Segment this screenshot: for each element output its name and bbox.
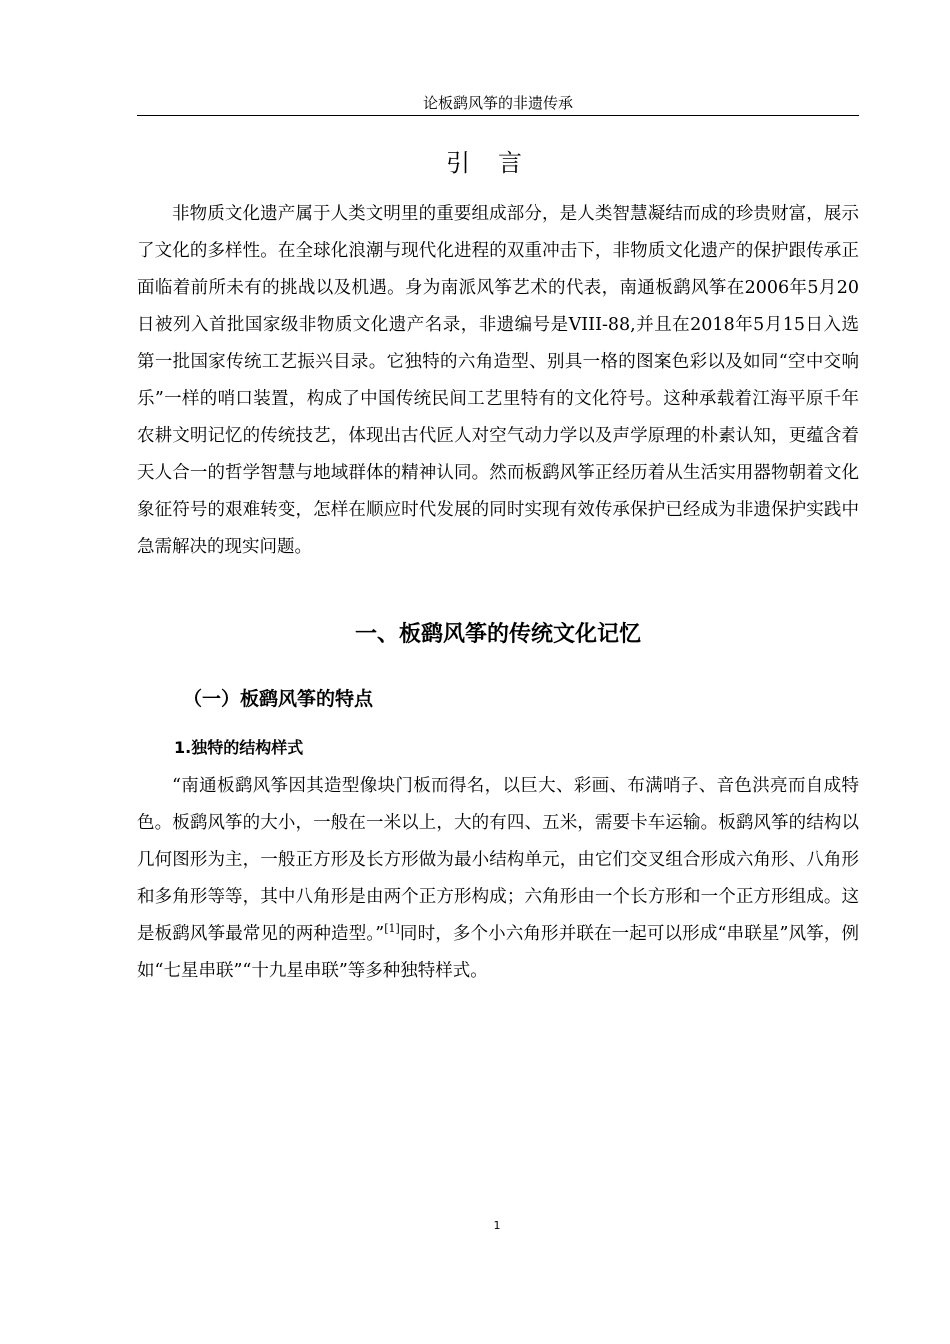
section-title: 一、板鹞风筝的传统文化记忆 (354, 622, 641, 647)
intro-title: 引言 (446, 149, 550, 177)
structure-paragraph-continuation: 同时，多个小六角形并联在一起可以形成“串联星”风筝，例如“七星串联”“十九星串联”等多种独特样式。 (137, 924, 859, 981)
intro-paragraph: 非物质文化遗产属于人类文明里的重要组成部分，是人类智慧凝结而成的珍贵财富，展示了文化的多样性。在全球化浪潮与现代化进程的双重冲击下，非物质文化遗产的保护跟传承正面临着前所未有的挑战以及机遇。身为南派风筝艺术的代表，南通板鹞风筝在2006年5月20日被列入首批国家级非物质文化遗产名录，非遗编号是VIII-88,并且在2018年5月15日入选第一批国家传统工艺振兴目录。它独特的六角造型、别具一格的图案色彩以及如同“空中交响乐”一样的哨口装置，构成了中国传统民间工艺里特有的文化符号。这种承载着江海平原千年农耕文明记忆的传统技艺，体现出古代匠人对空气动力学以及声学原理的朴素认知，更蕴含着天人合一的哲学智慧与地域群体的精神认同。然而板鹞风筝正经历着从生活实用器物朝着文化象征符号的艰难转变，怎样在顺应时代发展的同时实现有效传承保护已经成为非遗保护实践中急需解决的现实问题。 (137, 204, 859, 557)
subsection-title: （一）板鹞风筝的特点 (183, 688, 374, 710)
structure-paragraph-quote: “南通板鹞风筝因其造型像块门板而得名，以巨大、彩画、布满哨子、音色洪亮而自成特色。板鹞风筝的大小，一般在一米以上，大的有四、五米，需要卡车运输。板鹞风筝的结构以几何图形为主，一般正方形及长方形做为最小结构单元，由它们交叉组合形成六角形、八角形和多角形等等，其中八角形是由两个正方形构成；六角形由一个长方形和一个正方形组成。这是板鹞风筝最常见的两种造型。” (137, 776, 859, 944)
citation-marker: [1] (384, 922, 400, 936)
page-number: 1 (493, 1219, 501, 1232)
sub-subsection-title: 1.独特的结构样式 (174, 738, 304, 757)
structure-paragraph (137, 768, 859, 990)
running-header: 论板鹞风筝的非遗传承 (137, 93, 859, 116)
